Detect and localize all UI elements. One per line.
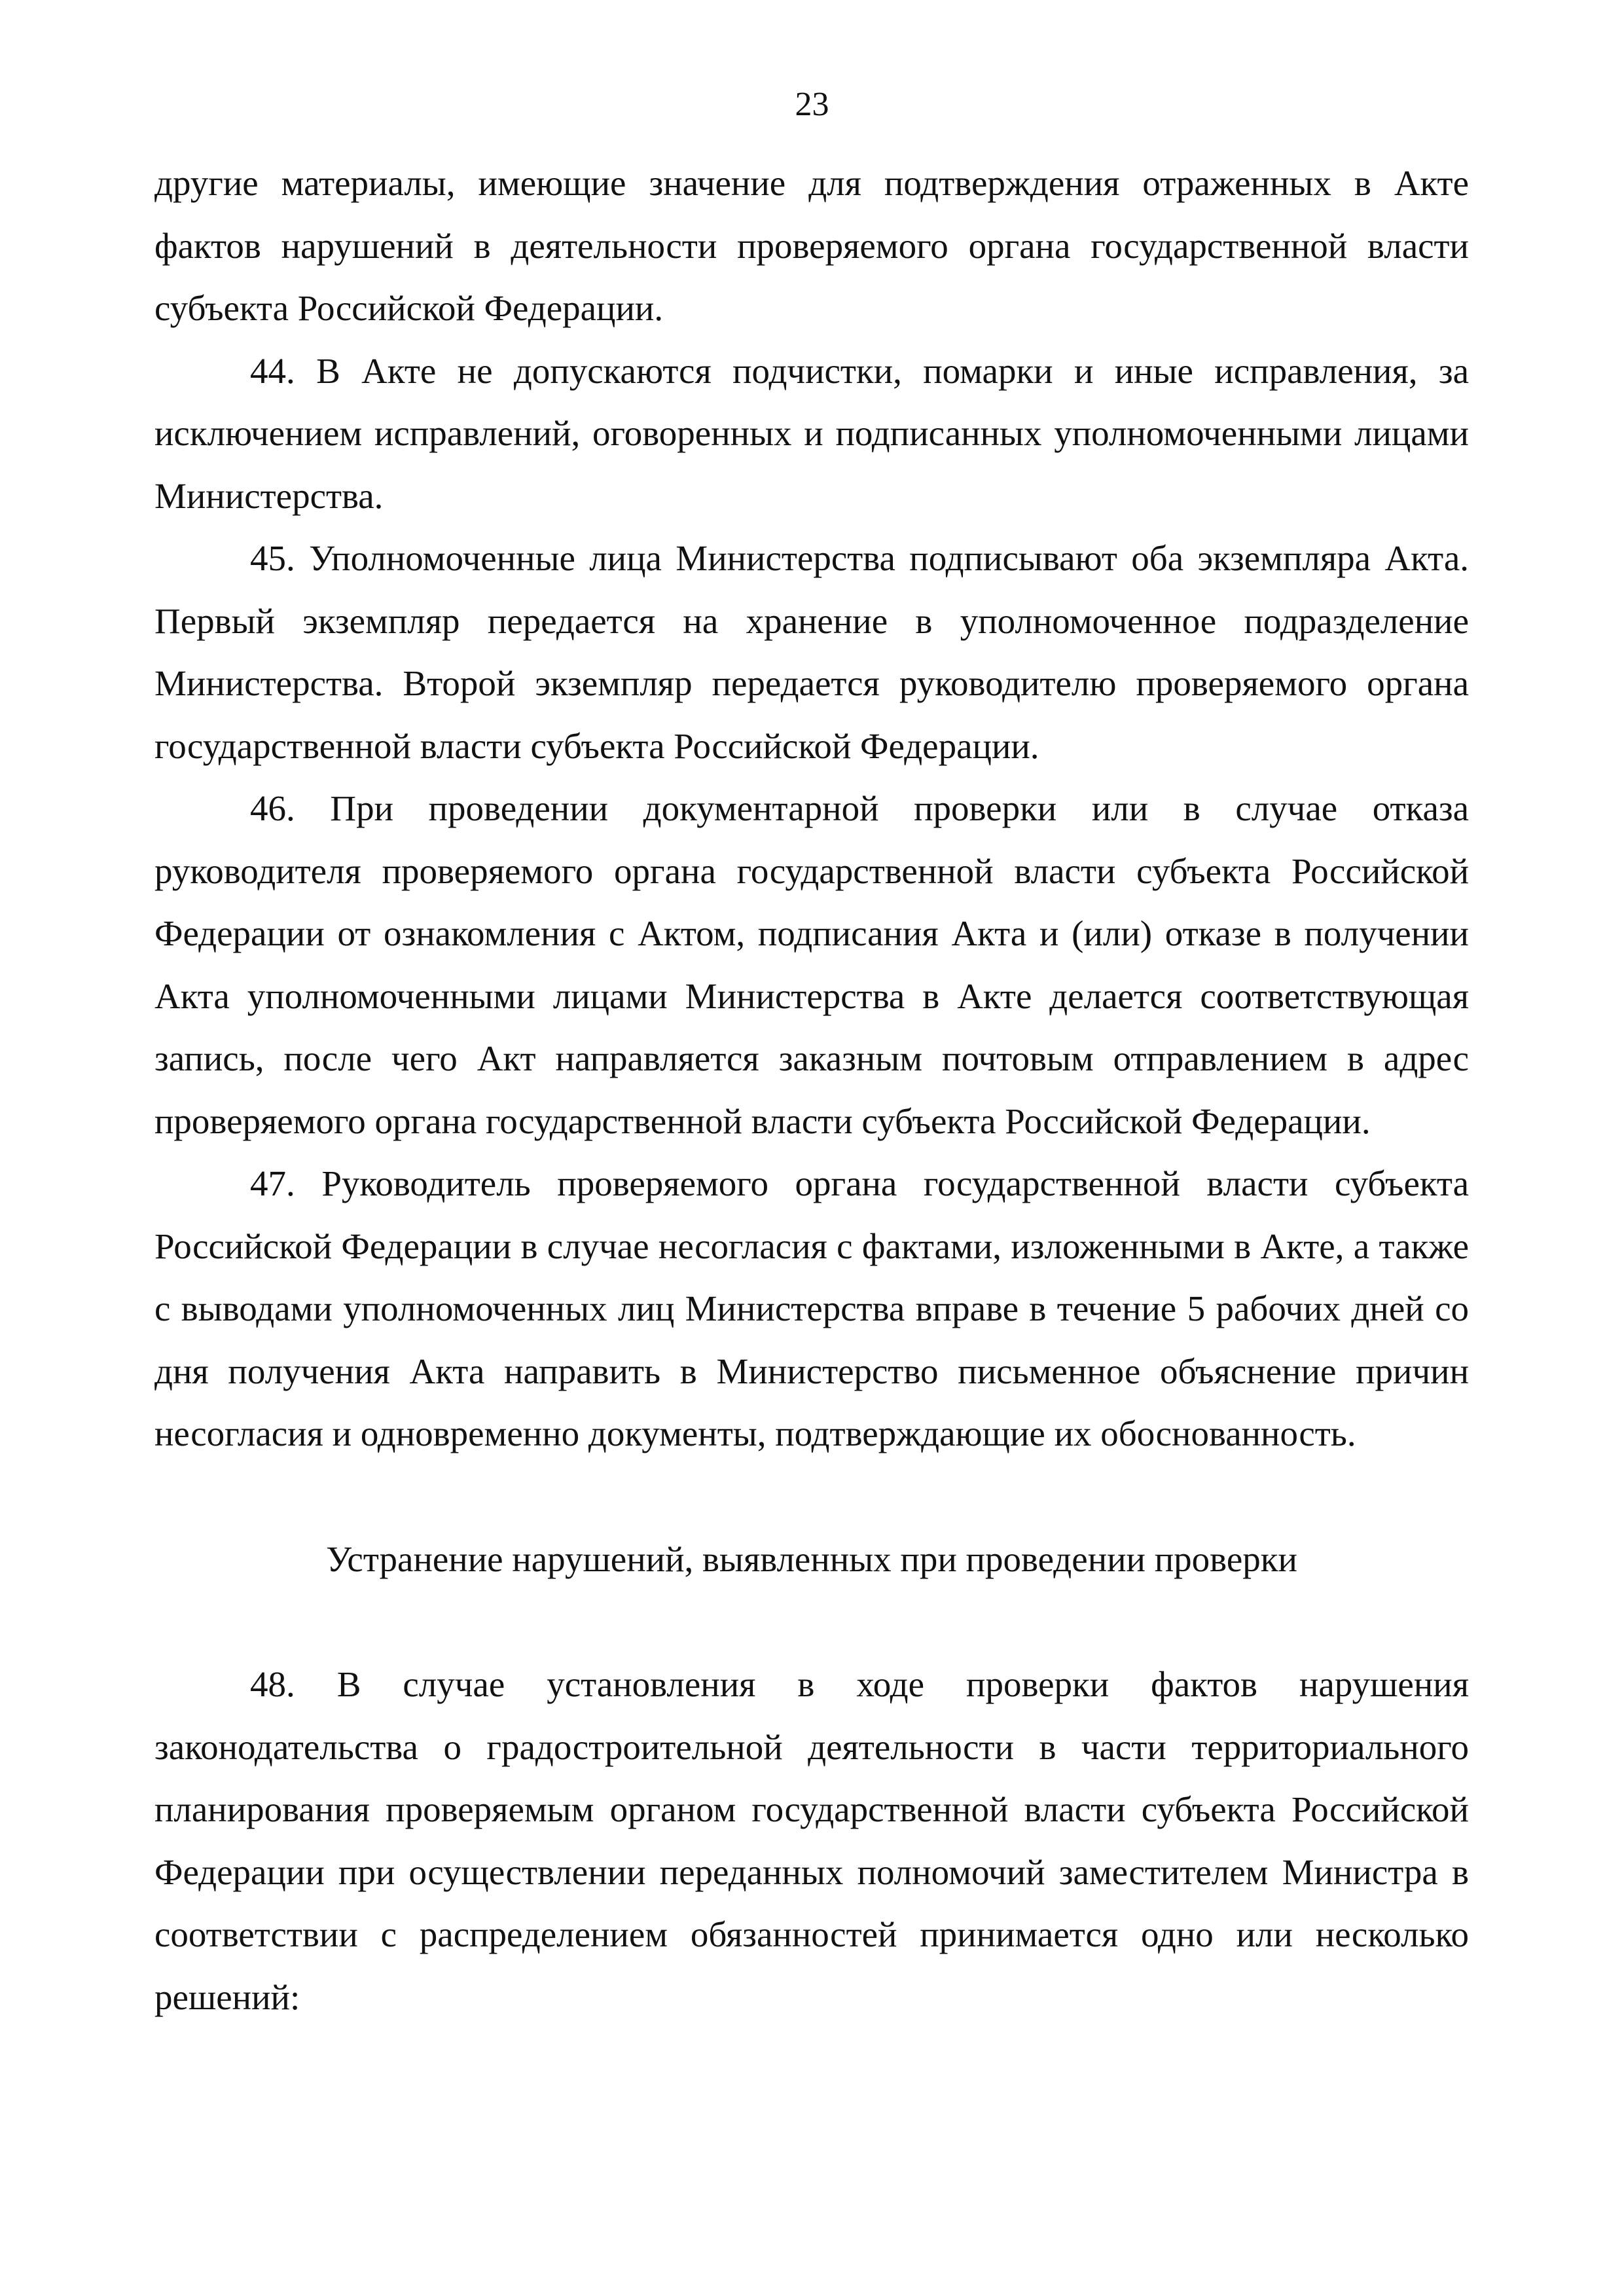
page-number: 23	[795, 86, 829, 123]
paragraph-text: Уполномоченные лица Министерства подписывают оба экземпляра Акта. Первый экземпляр передается на хранение в уполномоченное подразделение Министерства. Второй экземпляр передается руководителю проверяемого органа государственной власти субъекта Российской Федерации.	[154, 538, 1469, 766]
paragraph-number: 44.	[250, 350, 295, 391]
paragraph-47	[154, 1152, 1469, 1465]
paragraph-45	[154, 527, 1469, 777]
document-body	[154, 152, 1469, 2028]
paragraph-number: 46.	[250, 788, 295, 828]
paragraph-number: 47.	[250, 1163, 295, 1203]
paragraph-48	[154, 1653, 1469, 2028]
paragraph-text: При проведении документарной проверки или в случае отказа руководителя проверяемого органа государственной власти субъекта Российской Федерации от ознакомления с Актом, подписания Акта и (или) отказе в получении Акта уполномоченными лицами Министерства в Акте делается соответствующая запись, после чего Акт направляется заказным почтовым отправлением в адрес проверяемого органа государственной власти субъекта Российской Федерации.	[154, 788, 1470, 1141]
paragraph-text: Руководитель проверяемого органа государственной власти субъекта Российской Федерации в случае несогласия с фактами, изложенными в Акте, а также с выводами уполномоченных лиц Министерства вправе в течение 5 рабочих дней со дня получения Акта направить в Министерство письменное объяснение причин несогласия и одновременно документы, подтверждающие их обоснованность.	[154, 1163, 1470, 1453]
paragraph-44	[154, 340, 1469, 528]
paragraph-number: 45.	[250, 538, 295, 578]
paragraph-continuation	[154, 152, 1469, 340]
section-heading: Устранение нарушений, выявленных при проведении проверки	[326, 1539, 1297, 1579]
paragraph-text: В случае установления в ходе проверки фактов нарушения законодательства о градостроительной деятельности в части территориального планирования проверяемым органом государственной власти субъекта Российской Федерации при осуществлении переданных полномочий заместителем Министра в соответствии с распределением обязанностей принимается одно или несколько решений:	[154, 1664, 1470, 2017]
paragraph-number: 48.	[250, 1664, 295, 1704]
paragraph-text: другие материалы, имеющие значение для подтверждения отраженных в Акте фактов нарушений в деятельности проверяемого органа государственной власти субъекта Российской Федерации.	[154, 163, 1469, 328]
paragraph-46	[154, 777, 1469, 1152]
paragraph-text: В Акте не допускаются подчистки, помарки и иные исправления, за исключением исправлений, оговоренных и подписанных уполномоченными лицами Министерства.	[154, 350, 1470, 516]
